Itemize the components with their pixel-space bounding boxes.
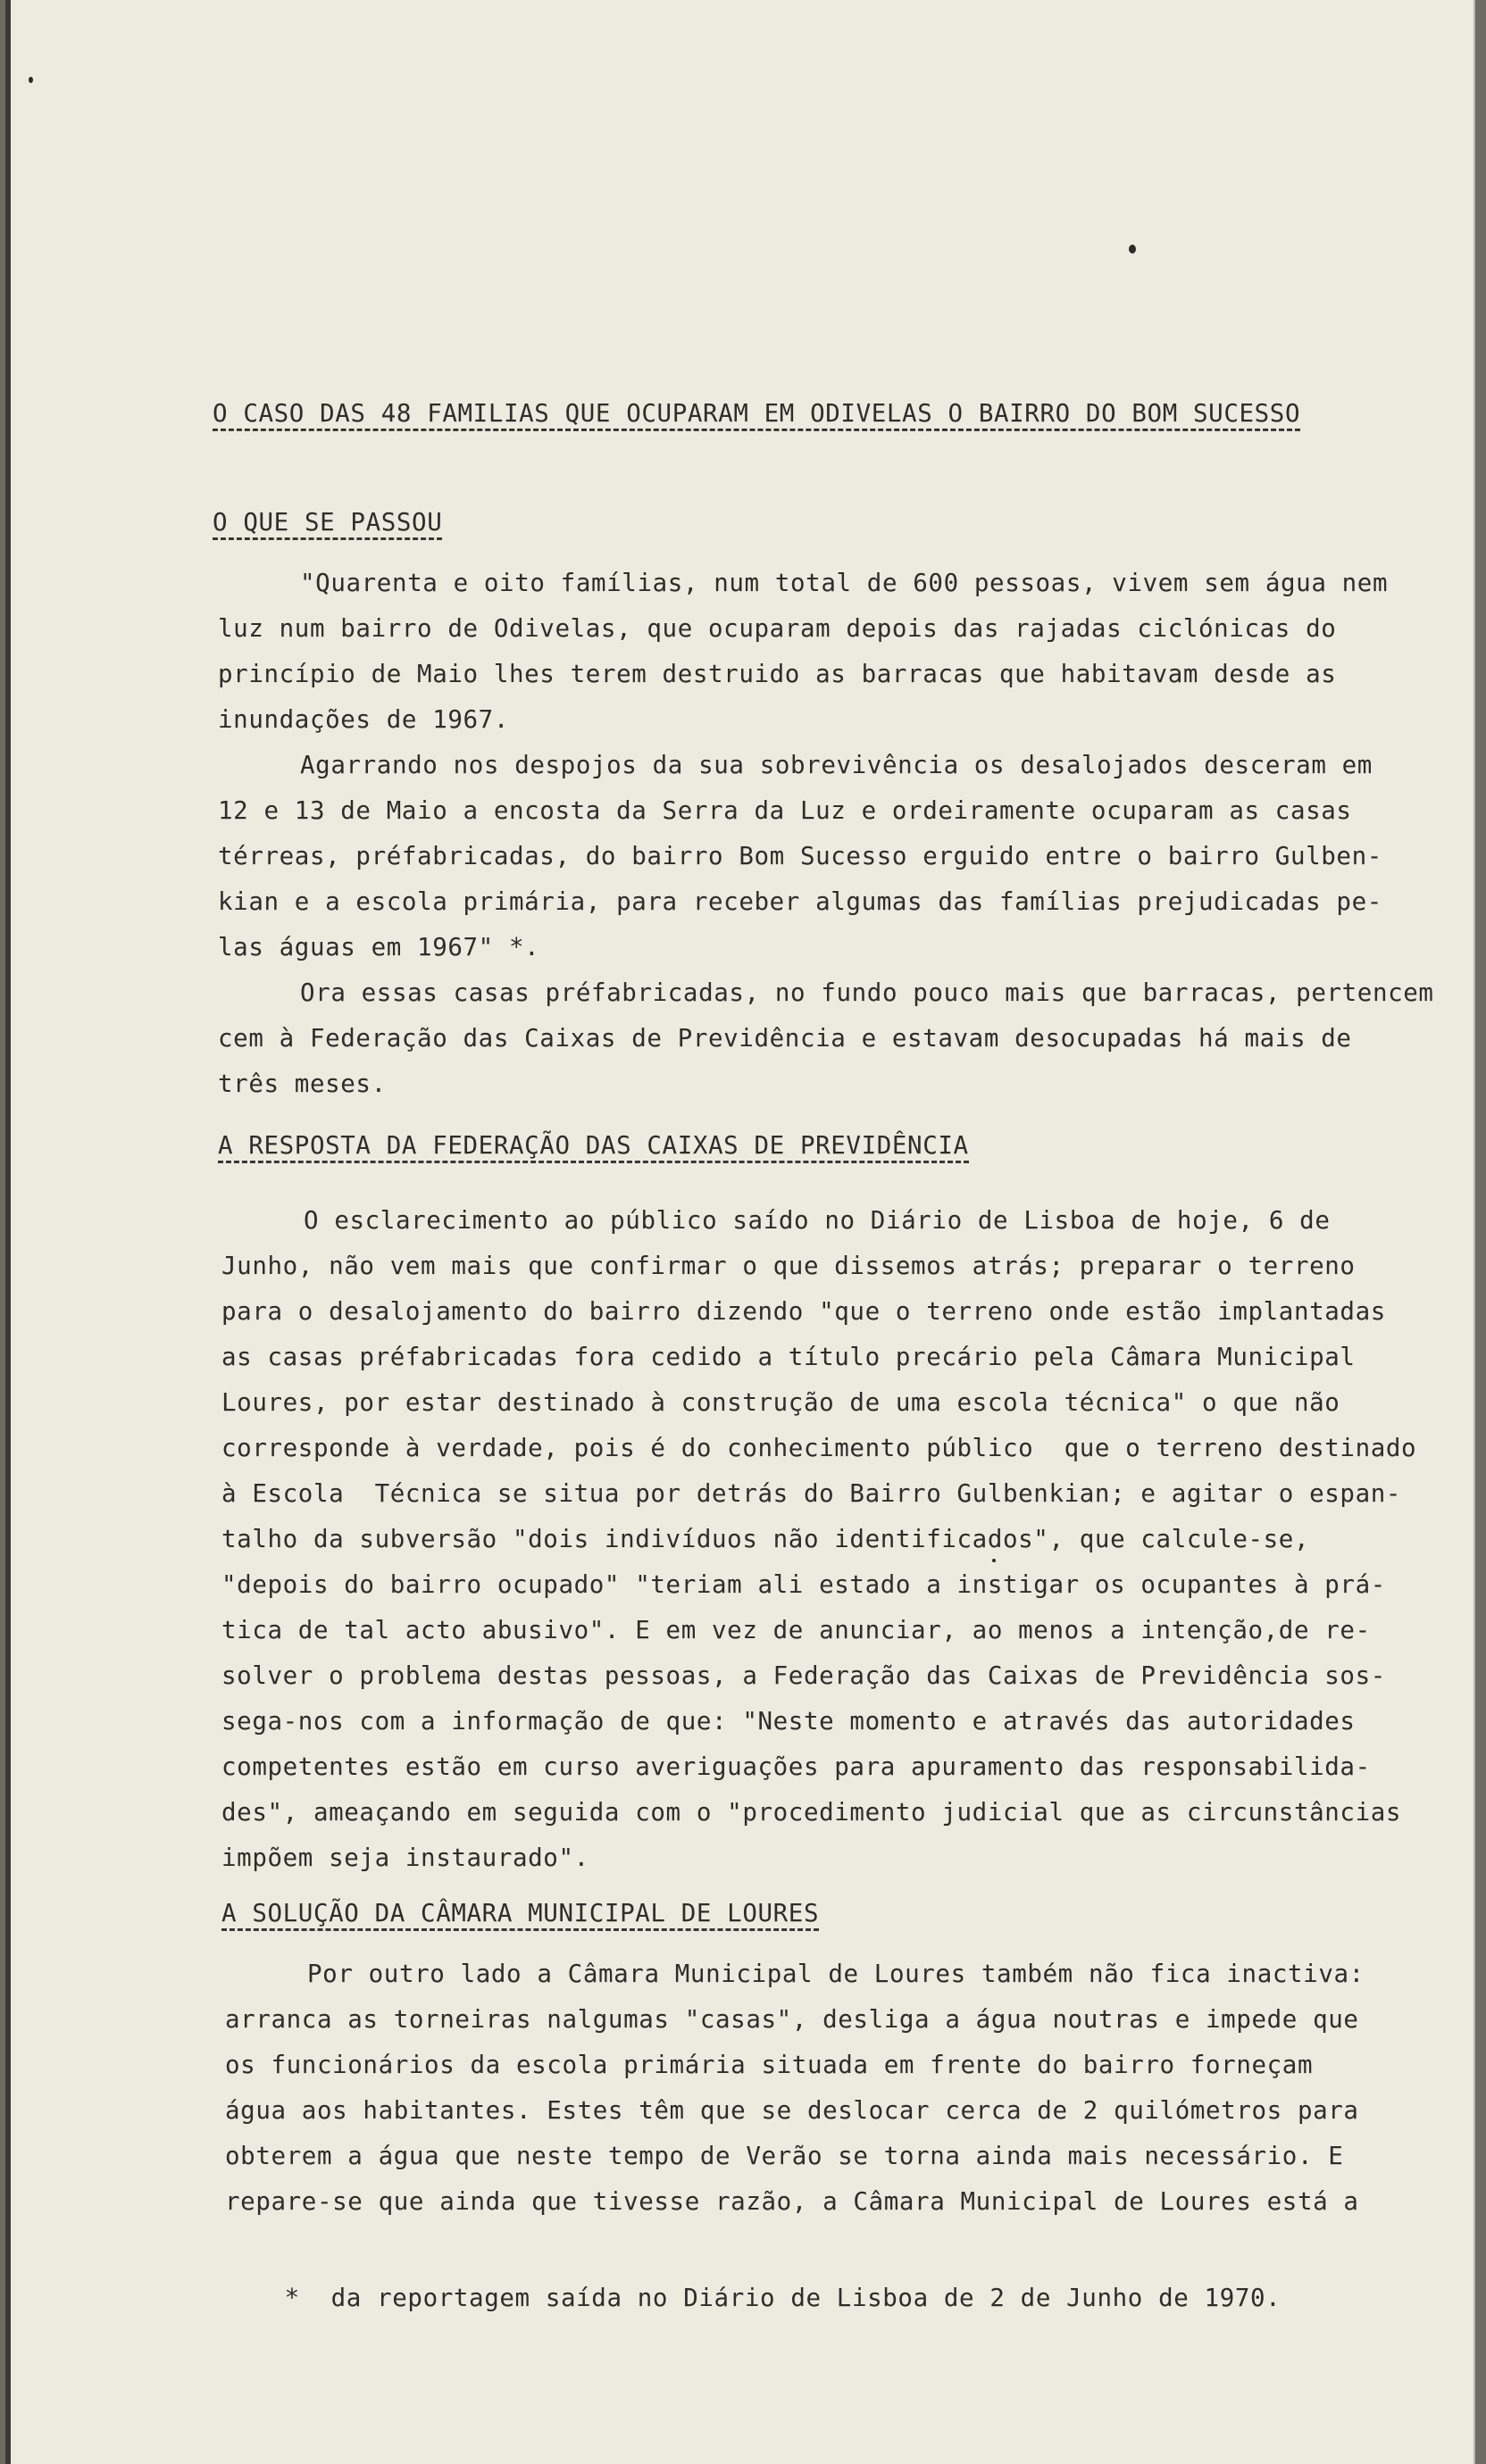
- paragraph-line: obterem a água que neste tempo de Verão se torna ainda mais necessário. E: [225, 2142, 1344, 2170]
- document-title-block: [213, 398, 1300, 431]
- paragraph-line: tica de tal acto abusivo". E em vez de anunciar, ao menos a intenção,de re-: [221, 1616, 1371, 1644]
- paragraph-line: água aos habitantes. Estes têm que se deslocar cerca de 2 quilómetros para: [225, 2096, 1359, 2125]
- section2-heading-block: [218, 1130, 969, 1163]
- section3-body: [225, 1952, 1365, 2225]
- paragraph-line: O esclarecimento ao público saído no Diário de Lisboa de hoje, 6 de: [304, 1206, 1331, 1235]
- paragraph-line: competentes estão em curso averiguações para apuramento das responsabilida-: [221, 1752, 1371, 1781]
- paragraph-line: talho da subversão "dois indivíduos não identificados", que calcule-se,: [221, 1525, 1310, 1553]
- sheet-binding-edge: [5, 0, 11, 2464]
- paragraph-line: Junho, não vem mais que confirmar o que dissemos atrás; preparar o terreno: [221, 1252, 1356, 1280]
- paragraph-line: "depois do bairro ocupado" "teriam ali estado a instigar os ocupantes à prá-: [221, 1570, 1386, 1599]
- paragraph-line: sega-nos com a informação de que: "Neste momento e através das autoridades: [221, 1707, 1356, 1736]
- paragraph-line: à Escola Técnica se situa por detrás do Bairro Gulbenkian; e agitar o espan-: [221, 1479, 1402, 1508]
- paragraph-line: luz num bairro de Odivelas, que ocuparam depois das rajadas ciclónicas do: [218, 614, 1337, 643]
- paragraph-line: os funcionários da escola primária situada em frente do bairro forneçam: [225, 2051, 1314, 2079]
- paragraph-line: Por outro lado a Câmara Municipal de Loures também não fica inactiva:: [307, 1960, 1365, 1988]
- paragraph-line: kian e a escola primária, para receber algumas das famílias prejudicadas pe-: [218, 887, 1382, 916]
- paragraph-line: impõem seja instaurado".: [221, 1844, 589, 1872]
- section-heading: O QUE SE PASSOU: [213, 507, 442, 540]
- document-title: O CASO DAS 48 FAMILIAS QUE OCUPARAM EM ODIVELAS O BAIRRO DO BOM SUCESSO: [213, 398, 1300, 431]
- section1-heading-block: [213, 507, 442, 540]
- section3-heading-block: [221, 1898, 819, 1931]
- paragraph-line: las águas em 1967" *.: [218, 933, 540, 961]
- paragraph-line: solver o problema destas pessoas, a Federação das Caixas de Previdência sos-: [221, 1661, 1386, 1690]
- paragraph-line: térreas, préfabricadas, do bairro Bom Sucesso erguido entre o bairro Gulben-: [218, 842, 1382, 870]
- paragraph-line: para o desalojamento do bairro dizendo "que o terreno onde estão implantadas: [221, 1297, 1386, 1326]
- paragraph-line: princípio de Maio lhes terem destruido as barracas que habitavam desde as: [218, 660, 1337, 688]
- paragraph-line: Loures, por estar destinado à construção de uma escola técnica" o que não: [221, 1388, 1340, 1417]
- section-heading: A SOLUÇÃO DA CÂMARA MUNICIPAL DE LOURES: [221, 1898, 819, 1931]
- paragraph-line: repare-se que ainda que tivesse razão, a Câmara Municipal de Loures está a: [225, 2187, 1359, 2216]
- footnote: [223, 2255, 1281, 2341]
- paragraph-line: três meses.: [218, 1070, 387, 1098]
- paragraph-line: cem à Federação das Caixas de Previdência e estavam desocupadas há mais de: [218, 1024, 1352, 1053]
- paragraph-line: arranca as torneiras nalgumas "casas", desliga a água noutras e impede que: [225, 2005, 1359, 2034]
- section-heading: A RESPOSTA DA FEDERAÇÃO DAS CAIXAS DE PREVIDÊNCIA: [218, 1130, 969, 1163]
- paragraph-line: corresponde à verdade, pois é do conhecimento público que o terreno destinado: [221, 1434, 1417, 1462]
- footnote-text: da reportagem saída no Diário de Lisboa de 2 de Junho de 1970.: [330, 2284, 1281, 2312]
- paragraph-line: Ora essas casas préfabricadas, no fundo pouco mais que barracas, pertencem: [300, 978, 1434, 1007]
- ink-speck: [1129, 245, 1136, 254]
- paper-sheet: [5, 0, 1475, 2464]
- paragraph-line: as casas préfabricadas fora cedido a título precário pela Câmara Municipal: [221, 1343, 1356, 1371]
- section1-body: [218, 561, 1434, 1107]
- ink-speck: [29, 77, 33, 83]
- footnote-mark: *: [284, 2284, 300, 2312]
- section2-body: [221, 1198, 1416, 1881]
- paragraph-line: 12 e 13 de Maio a encosta da Serra da Luz e ordeiramente ocuparam as casas: [218, 796, 1352, 825]
- paragraph-line: des", ameaçando em seguida com o "procedimento judicial que as circunstâncias: [221, 1798, 1402, 1827]
- paragraph-line: inundações de 1967.: [218, 705, 509, 734]
- paragraph-line: Agarrando nos despojos da sua sobrevivência os desalojados desceram em: [300, 751, 1373, 779]
- paragraph-line: "Quarenta e oito famílias, num total de 600 pessoas, vivem sem água nem: [300, 569, 1389, 597]
